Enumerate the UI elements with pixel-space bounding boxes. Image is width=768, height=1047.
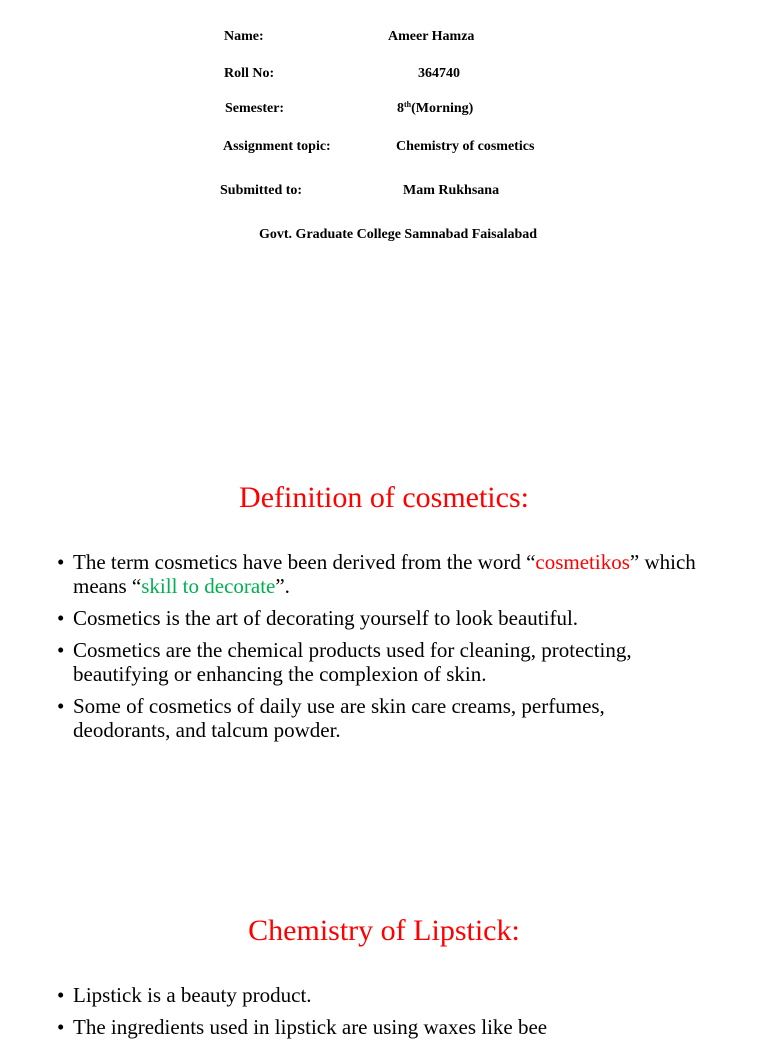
semester-session: (Morning) (411, 101, 474, 116)
semester-value (397, 102, 473, 116)
definition-item-3-text: Cosmetics are the chemical products used for cleaning, protecting, beautifying or enhancing the complexion of skin. (73, 638, 632, 686)
definition-list (57, 550, 697, 750)
definition-item-2-text: Cosmetics is the art of decorating yourself to look beautiful. (73, 606, 579, 630)
bullet-icon: • (57, 606, 65, 630)
list-item (57, 606, 697, 630)
list-item (57, 694, 697, 742)
definition-item-4-text: Some of cosmetics of daily use are skin care creams, perfumes, deodorants, and talcum powder. (73, 694, 605, 742)
lipstick-item-1-text: Lipstick is a beauty product. (73, 983, 312, 1007)
semester-number: 8 (397, 101, 404, 116)
name-label: Name: (224, 29, 264, 44)
list-item (57, 1015, 697, 1039)
bullet-icon: • (57, 694, 65, 718)
bullet-icon: • (57, 638, 65, 662)
roll-label: Roll No: (224, 66, 275, 81)
bullet-icon: • (57, 983, 65, 1007)
definition-item-1-text: The term cosmetics have been derived from the word “ (73, 550, 536, 574)
bullet-icon: • (57, 550, 65, 574)
semester-label: Semester: (225, 101, 285, 116)
list-item (57, 550, 697, 598)
definition-item-1-text-2: ” which means “ (73, 550, 696, 598)
submitted-value: Mam Rukhsana (403, 183, 500, 198)
definition-item-1-text-3: ”. (275, 574, 290, 598)
highlight-cosmetikos: cosmetikos (535, 550, 630, 574)
lipstick-heading: Chemistry of Lipstick: (248, 914, 520, 947)
bullet-icon: • (57, 1015, 65, 1039)
topic-label: Assignment topic: (223, 139, 331, 154)
submitted-label: Submitted to: (220, 183, 303, 198)
lipstick-item-2-text: The ingredients used in lipstick are using waxes like bee (73, 1015, 548, 1039)
list-item (57, 983, 697, 1007)
semester-suffix: th (404, 100, 412, 109)
topic-value: Chemistry of cosmetics (396, 139, 535, 154)
lipstick-list (57, 983, 697, 1047)
list-item (57, 638, 697, 686)
name-value: Ameer Hamza (388, 29, 475, 44)
highlight-skill-to-decorate: skill to decorate (141, 574, 276, 598)
definition-heading: Definition of cosmetics: (239, 481, 529, 514)
roll-value: 364740 (418, 66, 460, 81)
college-name: Govt. Graduate College Samnabad Faisalabad (259, 227, 538, 242)
